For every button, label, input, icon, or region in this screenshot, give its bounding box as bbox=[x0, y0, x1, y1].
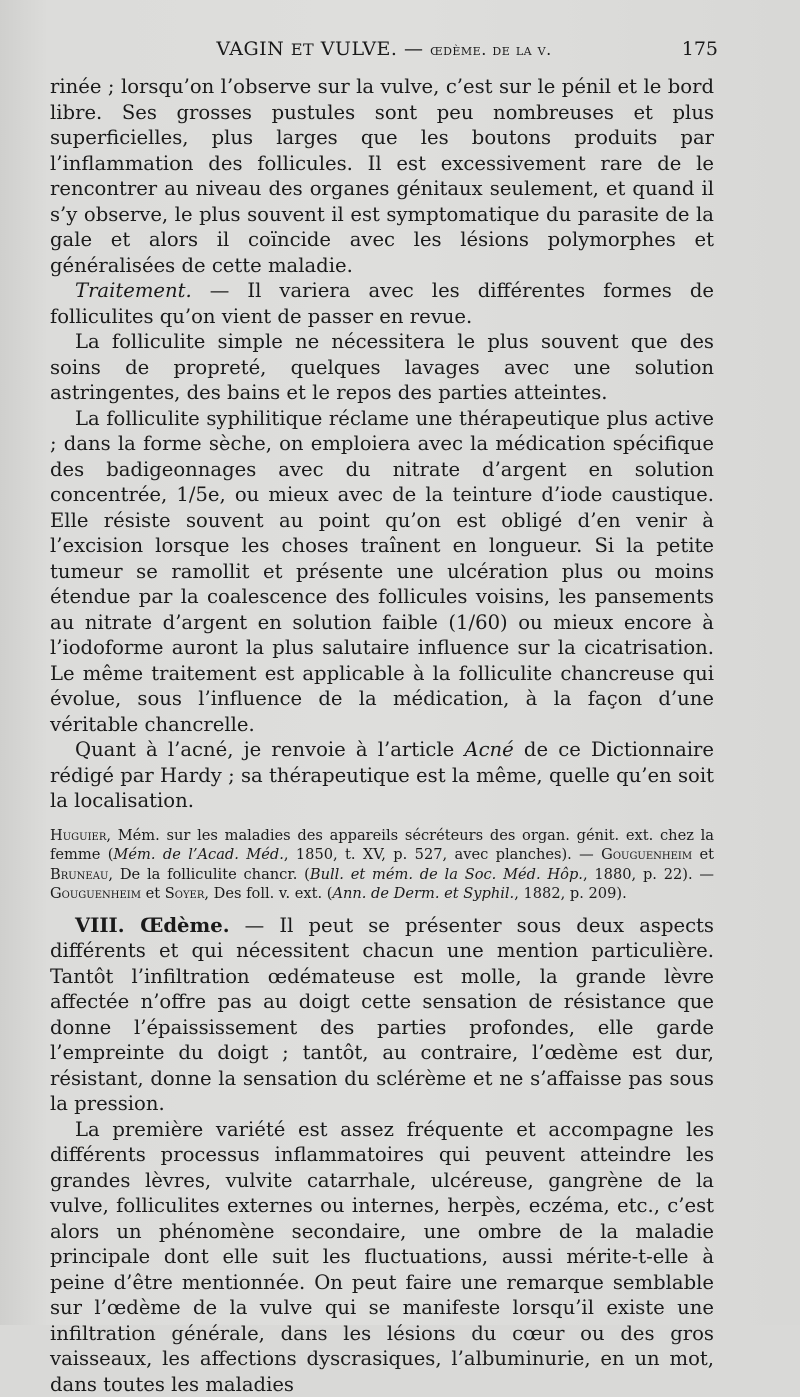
ref-5-text: , Des foll. v. ext. ( bbox=[204, 885, 332, 902]
ref-1-text2: , 1850, t. XV, p. 527, avec planches). — bbox=[284, 846, 601, 863]
bibliography bbox=[50, 826, 714, 904]
ref-3-text: , De la folliculite chancr. ( bbox=[108, 866, 309, 883]
ref-author-bruneau: Bruneau bbox=[50, 866, 108, 883]
paragraph-3: La folliculite simple ne nécessitera le plus souvent que des soins de propreté, quelques lavages avec une solution astringentes, des bains et le repos des parties atteintes. bbox=[50, 329, 714, 406]
ref-author-soyer: Soyer bbox=[165, 885, 205, 902]
ref-3-text2: , 1880, p. 22). — bbox=[583, 866, 714, 883]
paragraph-6-text: — Il peut se présenter sous deux aspects différents et qui nécessitent chacun une mention particulière. Tantôt l’infiltration œdémateuse est molle, la grande lèvre affectée n’offre pas au doigt cette sensation de résistance que donne l’épaississement des parties profondes, elle garde l’empreinte du doigt ; tantôt, au contraire, l’œdème est dur, résistant, donne la sensation du sclérème et ne s’affaisse pas sous la pression. bbox=[50, 914, 714, 1116]
ref-4-text: et bbox=[141, 885, 165, 902]
paragraph-6 bbox=[50, 913, 714, 1117]
ref-1-journal: Mém. de l’Acad. Méd. bbox=[113, 846, 283, 863]
ref-author-gouguenheim-1: Gouguenheim bbox=[601, 846, 692, 863]
section-heading-oedeme: VIII. Œdème. bbox=[75, 914, 230, 937]
title-section: œdème. de la v. bbox=[430, 40, 552, 59]
ref-5-text2: , 1882, p. 209). bbox=[514, 885, 627, 902]
heading-traitement: Traitement. bbox=[75, 279, 192, 302]
page-body bbox=[50, 74, 714, 1397]
paragraph-5-a: Quant à l’acné, je renvoie à l’article bbox=[75, 738, 464, 761]
paragraph-2-text: — Il variera avec les différentes formes de folliculites qu’on vient de passer en revue. bbox=[50, 279, 714, 328]
ref-1-text: , Mém. sur les maladies des appareils sécréteurs des organ. génit. ext. chez la femme ( bbox=[50, 827, 714, 864]
title-vulve: VULVE. — bbox=[321, 38, 424, 60]
title-et: ET bbox=[291, 40, 314, 59]
title-vagin: VAGIN bbox=[216, 38, 284, 60]
ref-5-journal: Ann. de Derm. et Syphil. bbox=[332, 885, 514, 902]
ref-3-journal: Bull. et mém. de la Soc. Méd. Hôp. bbox=[310, 866, 583, 883]
article-acne: Acné bbox=[464, 738, 513, 761]
paragraph-5-b: de ce Dictionnaire rédigé par Hardy ; sa thérapeutique est la même, quelle qu’en soit la localisation. bbox=[50, 738, 714, 812]
paragraph-2 bbox=[50, 278, 714, 329]
paragraph-4: La folliculite syphilitique réclame une thérapeutique plus active ; dans la forme sèche, on emploiera avec la médication spécifique des badigeonnages avec du nitrate d’argent en solution concentrée, 1/5e, ou mieux avec de la teinture d’iode caustique. Elle résiste souvent au point qu’on est obligé d’en venir à l’excision lorsque les choses traînent en longueur. Si la petite tumeur se ramollit et présente une ulcération plus ou moins étendue par la coalescence des follicules voisins, les pansements au nitrate d’argent en solution faible (1/60) ou mieux encore à l’iodoforme auront la plus salutaire influence sur la cicatrisation. Le même traitement est applicable à la folliculite chancreuse qui évolue, sous l’influence de la médication, à la façon d’une véritable chancrelle. bbox=[50, 406, 714, 738]
running-title bbox=[50, 38, 718, 60]
paragraph-7: La première variété est assez fréquente et accompagne les différents processus inflammatoires qui peuvent atteindre les grandes lèvres, vulvite catarrhale, ulcéreuse, gangrène de la vulve, folliculites externes ou internes, herpès, eczéma, etc., c’est alors un phénomène secondaire, une ombre de la maladie principale dont elle suit les fluctuations, aussi mérite-t-elle à peine d’être mentionnée. On peut faire une remarque semblable sur l’œdème de la vulve qui se manifeste lorsqu’il existe une infiltration générale, dans les lésions du cœur ou des gros vaisseaux, les affections dyscrasiques, l’albuminurie, en un mot, dans toutes les maladies bbox=[50, 1117, 714, 1397]
page-number: 175 bbox=[682, 38, 718, 60]
ref-2-text: et bbox=[692, 846, 714, 863]
ref-author-huguier: Huguier bbox=[50, 827, 106, 844]
paragraph-5 bbox=[50, 737, 714, 814]
running-header bbox=[50, 38, 718, 68]
ref-author-gouguenheim-2: Gouguenheim bbox=[50, 885, 141, 902]
paragraph-1: rinée ; lorsqu’on l’observe sur la vulve, c’est sur le pénil et le bord libre. Ses grosses pustules sont peu nombreuses et plus superficielles, plus larges que les boutons produits par l’inflammation des follicules. Il est excessivement rare de le rencontrer au niveau des organes génitaux seulement, et quand il s’y observe, le plus souvent il est symptomatique du parasite de la gale et alors il coïncide avec les lésions polymorphes et généralisées de cette maladie. bbox=[50, 74, 714, 278]
